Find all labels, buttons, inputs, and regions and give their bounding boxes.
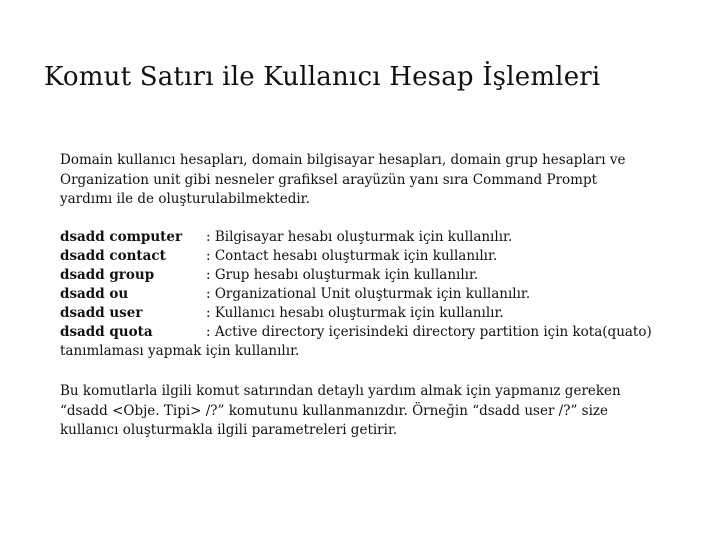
command-description: : Active directory içerisindeki directory partition için kota(quato): [206, 324, 652, 340]
command-name: dsadd quota: [60, 324, 153, 340]
command-description: : Kullanıcı hesabı oluşturmak için kullanılır.: [206, 305, 504, 321]
command-description-continuation: tanımlaması yapmak için kullanılır.: [60, 343, 300, 359]
intro-line: Organization unit gibi nesneler grafiksel arayüzün yanı sıra Command Prompt: [60, 171, 598, 188]
intro-line: Domain kullanıcı hesapları, domain bilgisayar hesapları, domain grup hesapları ve: [60, 152, 626, 168]
intro-paragraph: [60, 151, 670, 210]
command-name: dsadd contact: [60, 248, 166, 264]
help-line: Bu komutlarla ilgili komut satırından detaylı yardım almak için yapmanız gereken: [60, 383, 621, 399]
help-line: “dsadd <Obje. Tipi> /?” komutunu kullanmanızdır. Örneğin “dsadd user /?” size: [60, 402, 609, 419]
page-title: Komut Satırı ile Kullanıcı Hesap İşlemleri: [44, 62, 601, 92]
command-row-quota: [60, 323, 680, 342]
help-line: kullanıcı oluşturmakla ilgili parametreleri getirir.: [60, 422, 398, 438]
command-name: dsadd group: [60, 267, 155, 283]
intro-line: yardımı ile de oluşturulabilmektedir.: [60, 191, 310, 207]
command-row-ou: [60, 285, 680, 304]
command-name: dsadd ou: [60, 286, 129, 302]
command-row-group: [60, 266, 680, 285]
command-description: : Organizational Unit oluşturmak için kullanılır.: [206, 286, 531, 302]
command-row-user: [60, 304, 680, 323]
command-description: : Grup hesabı oluşturmak için kullanılır.: [206, 267, 479, 283]
command-list: [60, 228, 680, 361]
command-row-contact: [60, 247, 680, 266]
command-description: : Bilgisayar hesabı oluşturmak için kullanılır.: [206, 229, 513, 245]
command-name: dsadd user: [60, 305, 143, 321]
command-row-computer: [60, 228, 680, 247]
command-description: : Contact hesabı oluşturmak için kullanılır.: [206, 248, 498, 264]
command-name: dsadd computer: [60, 229, 183, 245]
help-paragraph: [60, 382, 670, 441]
